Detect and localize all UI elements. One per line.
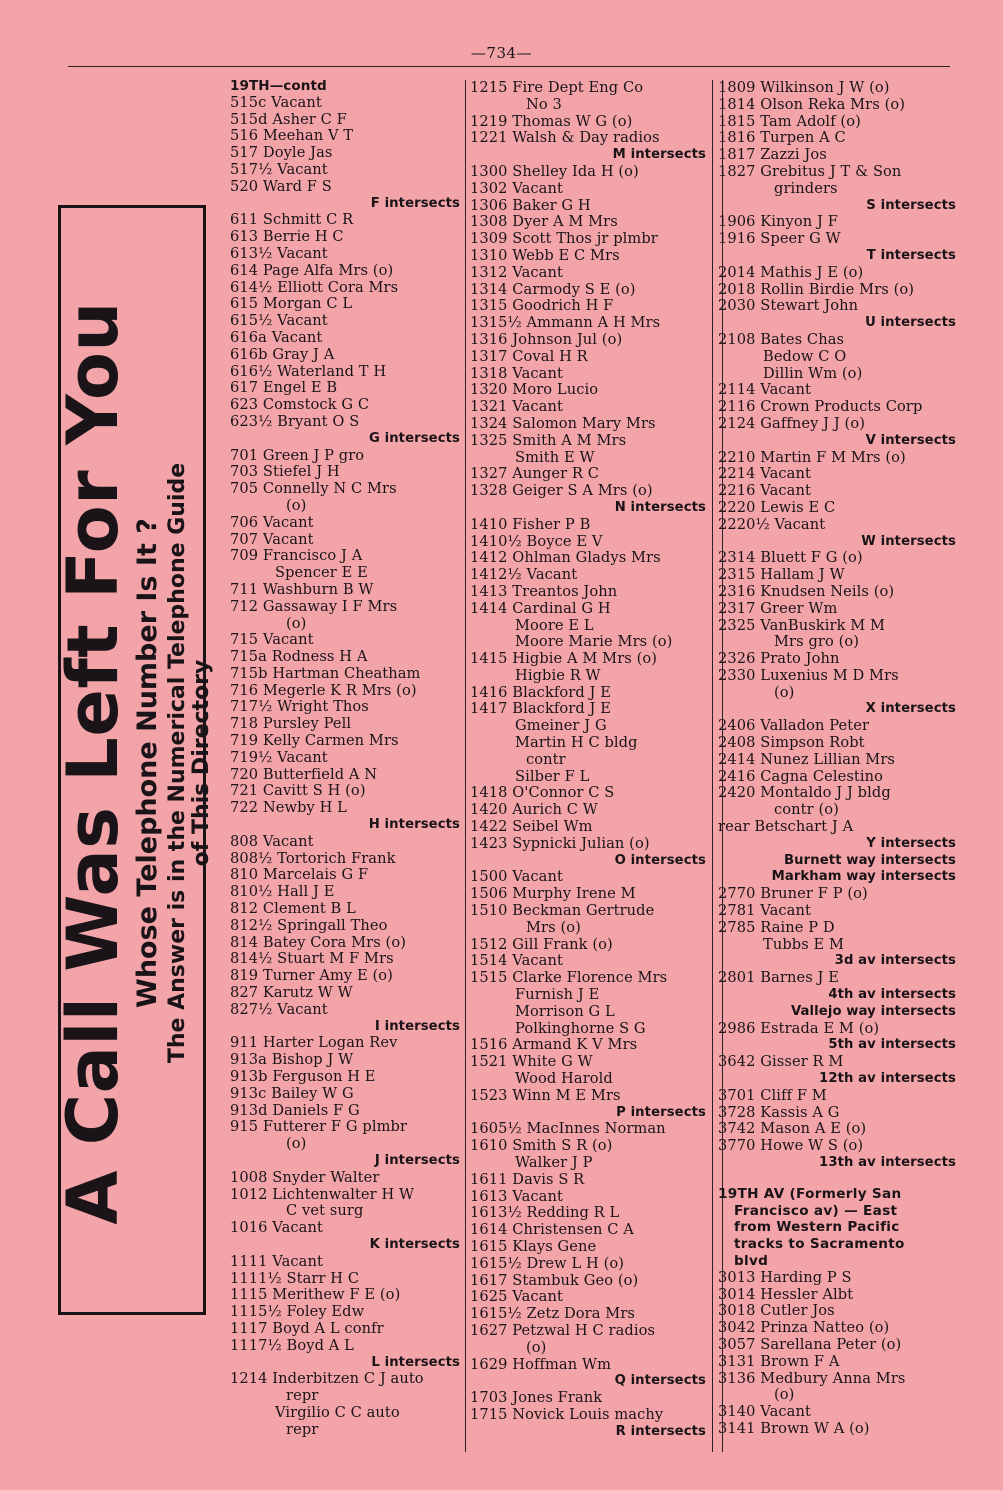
listing-entry: 2408 Simpson Robt: [718, 734, 865, 752]
listing-entry: 3140 Vacant: [718, 1403, 811, 1421]
listing-entry: 722 Newby H L: [230, 799, 347, 817]
directory-column-3: [718, 80, 958, 1438]
listing-continuation: Mrs gro (o): [774, 633, 860, 651]
listing-entry: 1410½ Boyce E V: [470, 532, 603, 550]
listing-entry: 1420 Aurich C W: [470, 801, 598, 819]
street-heading: blvd: [734, 1252, 769, 1269]
listing-entry: 706 Vacant: [230, 513, 314, 531]
listing-subentry: Higbie R W: [515, 666, 601, 684]
listing-entry: 1117½ Boyd A L: [230, 1336, 354, 1354]
listing-subentry: Gmeiner J G: [515, 717, 607, 735]
listing-entry: 808 Vacant: [230, 832, 314, 850]
listing-continuation: (o): [286, 614, 307, 632]
listing-entry: 520 Ward F S: [230, 177, 332, 195]
listing-entry: 915 Futterer F G plmbr: [230, 1118, 408, 1136]
intersection-label: 12th av intersects: [819, 1071, 956, 1087]
listing-entry: 614 Page Alfa Mrs (o): [230, 261, 394, 279]
listing-entry: 1412½ Vacant: [470, 566, 578, 584]
intersection-label: R intersects: [615, 1423, 706, 1439]
listing-entry: 1306 Baker G H: [470, 196, 591, 214]
listing-entry: 1310 Webb E C Mrs: [470, 246, 620, 264]
listing-entry: 2014 Mathis J E (o): [718, 263, 864, 281]
street-heading: from Western Pacific: [734, 1219, 900, 1236]
intersection-label: M intersects: [612, 147, 706, 163]
listing-continuation: repr: [286, 1420, 319, 1438]
listing-entry: 812 Clement B L: [230, 900, 356, 918]
listing-subentry: Wood Harold: [515, 1070, 613, 1088]
listing-entry: rear Betschart J A: [718, 818, 854, 836]
listing-entry: 2316 Knudsen Neils (o): [718, 582, 895, 600]
intersection-label: X intersects: [865, 701, 956, 717]
listing-entry: 3131 Brown F A: [718, 1352, 840, 1370]
listing-entry: 1317 Coval H R: [470, 347, 588, 365]
listing-entry: 1412 Ohlman Gladys Mrs: [470, 549, 661, 567]
listing-entry: 1617 Stambuk Geo (o): [470, 1271, 639, 1289]
listing-entry: 1328 Geiger S A Mrs (o): [470, 482, 653, 500]
listing-entry: 616½ Waterland T H: [230, 362, 387, 380]
listing-entry: 2315 Hallam J W: [718, 566, 845, 584]
listing-entry: 814½ Stuart M F Mrs: [230, 950, 394, 968]
listing-entry: 1615½ Zetz Dora Mrs: [470, 1305, 636, 1323]
listing-entry: 719½ Vacant: [230, 748, 328, 766]
listing-continuation: (o): [286, 496, 307, 514]
listing-entry: 1219 Thomas W G (o): [470, 112, 633, 130]
listing-continuation: No 3: [526, 95, 562, 113]
listing-entry: 2770 Bruner F P (o): [718, 885, 868, 903]
listing-entry: 1814 Olson Reka Mrs (o): [718, 95, 906, 113]
listing-entry: 2116 Crown Products Corp: [718, 398, 923, 416]
intersection-label: H intersects: [368, 817, 460, 833]
listing-entry: 1115 Merithew F E (o): [230, 1286, 401, 1304]
listing-entry: 615½ Vacant: [230, 312, 328, 330]
listing-entry: 2986 Estrada E M (o): [718, 1019, 880, 1037]
listing-entry: 1514 Vacant: [470, 952, 563, 970]
listing-entry: 719 Kelly Carmen Mrs: [230, 732, 399, 750]
listing-entry: 1611 Davis S R: [470, 1170, 585, 1188]
listing-entry: 517½ Vacant: [230, 160, 328, 178]
listing-entry: 1315 Goodrich H F: [470, 297, 614, 315]
listing-continuation: (o): [526, 1338, 547, 1356]
page-number: —734—: [470, 44, 533, 62]
listing-entry: 1308 Dyer A M Mrs: [470, 213, 618, 231]
listing-entry: 616a Vacant: [230, 328, 323, 346]
listing-entry: 808½ Tortorich Frank: [230, 849, 396, 867]
listing-entry: 1715 Novick Louis machy: [470, 1405, 664, 1423]
listing-entry: 2030 Stewart John: [718, 297, 859, 315]
directory-column-2: [470, 80, 708, 1441]
listing-entry: 913c Bailey W G: [230, 1084, 354, 1102]
listing-entry: 2330 Luxenius M D Mrs: [718, 666, 899, 684]
listing-entry: 1321 Vacant: [470, 398, 563, 416]
listing-continuation: contr (o): [774, 801, 839, 819]
listing-entry: 1817 Zazzi Jos: [718, 146, 827, 164]
listing-entry: 1510 Beckman Gertrude: [470, 902, 655, 920]
listing-subentry: Tubbs E M: [763, 935, 845, 953]
listing-entry: 515d Asher C F: [230, 110, 347, 128]
listing-entry: 2214 Vacant: [718, 465, 811, 483]
listing-entry: 711 Washburn B W: [230, 580, 374, 598]
listing-entry: 705 Connelly N C Mrs: [230, 480, 397, 498]
listing-continuation: Mrs (o): [526, 918, 581, 936]
listing-entry: 2406 Valladon Peter: [718, 717, 870, 735]
column-divider-1: [465, 80, 466, 1452]
listing-entry: 827½ Vacant: [230, 1000, 328, 1018]
ad-answer-line-2: of This Directory: [188, 659, 214, 867]
intersection-label: L intersects: [371, 1354, 460, 1370]
listing-entry: 1413 Treantos John: [470, 582, 618, 600]
listing-entry: 1423 Sypnicki Julian (o): [470, 834, 650, 852]
intersection-label: I intersects: [374, 1018, 460, 1034]
listing-entry: 1320 Moro Lucio: [470, 381, 599, 399]
listing-subentry: Furnish J E: [515, 986, 600, 1004]
listing-subentry: Morrison G L: [515, 1002, 615, 1020]
listing-subentry: Moore E L: [515, 616, 594, 634]
listing-entry: 615 Morgan C L: [230, 295, 353, 313]
listing-continuation: (o): [774, 683, 795, 701]
listing-entry: 1418 O'Connor C S: [470, 784, 615, 802]
listing-entry: 814 Batey Cora Mrs (o): [230, 933, 406, 951]
listing-subentry: Polkinghorne S G: [515, 1019, 646, 1037]
listing-entry: 715b Hartman Cheatham: [230, 664, 421, 682]
listing-entry: 2124 Gaffney J J (o): [718, 414, 866, 432]
intersection-label: Q intersects: [614, 1373, 706, 1389]
listing-entry: 703 Stiefel J H: [230, 463, 340, 481]
listing-entry: 617 Engel E B: [230, 379, 338, 397]
listing-entry: 1809 Wilkinson J W (o): [718, 79, 890, 96]
listing-entry: 1309 Scott Thos jr plmbr: [470, 230, 658, 248]
listing-entry: 3018 Cutler Jos: [718, 1302, 835, 1320]
intersection-label: F intersects: [370, 195, 460, 211]
intersection-label: Y intersects: [866, 835, 956, 851]
intersection-label: 5th av intersects: [828, 1037, 956, 1053]
intersection-label: N intersects: [614, 499, 706, 515]
listing-entry: 1516 Armand K V Mrs: [470, 1036, 638, 1054]
listing-entry: 1916 Speer G W: [718, 230, 841, 248]
listing-entry: 616b Gray J A: [230, 345, 335, 363]
listing-entry: 1521 White G W: [470, 1053, 593, 1071]
listing-entry: 1816 Turpen A C: [718, 129, 846, 147]
listing-entry: 1327 Aunger R C: [470, 465, 600, 483]
listing-entry: 717½ Wright Thos: [230, 698, 369, 716]
column-divider-2: [712, 80, 713, 1452]
listing-entry: 2416 Cagna Celestino: [718, 767, 884, 785]
listing-entry: 1414 Cardinal G H: [470, 599, 611, 617]
intersection-label: W intersects: [861, 533, 956, 549]
ad-subheadline: Whose Telephone Number Is It ?: [131, 518, 163, 1008]
listing-entry: 1315½ Ammann A H Mrs: [470, 314, 661, 332]
listing-entry: 3141 Brown W A (o): [718, 1419, 870, 1437]
intersection-label: Vallejo way intersects: [790, 1003, 956, 1019]
listing-entry: 2220½ Vacant: [718, 515, 826, 533]
listing-entry: 3742 Mason A E (o): [718, 1120, 867, 1138]
listing-entry: 1410 Fisher P B: [470, 515, 591, 533]
listing-entry: 3728 Kassis A G: [718, 1103, 840, 1121]
listing-entry: 716 Megerle K R Mrs (o): [230, 681, 417, 699]
listing-entry: 611 Schmitt C R: [230, 211, 354, 229]
listing-entry: 1610 Smith S R (o): [470, 1137, 613, 1155]
intersection-label: 13th av intersects: [819, 1155, 956, 1170]
intersection-label: V intersects: [865, 432, 956, 448]
listing-entry: 1506 Murphy Irene M: [470, 885, 636, 903]
listing-entry: 1614 Christensen C A: [470, 1221, 634, 1239]
listing-entry: 1312 Vacant: [470, 263, 563, 281]
listing-entry: 1221 Walsh & Day radios: [470, 129, 660, 147]
listing-entry: 2108 Bates Chas: [718, 330, 845, 348]
listing-entry: 810½ Hall J E: [230, 883, 335, 901]
listing-entry: 1613 Vacant: [470, 1187, 563, 1205]
listing-entry: 2801 Barnes J E: [718, 969, 839, 987]
listing-entry: 2414 Nunez Lillian Mrs: [718, 750, 896, 768]
listing-entry: 1512 Gill Frank (o): [470, 935, 613, 953]
listing-entry: 1523 Winn M E Mrs: [470, 1086, 621, 1104]
listing-entry: 1008 Snyder Walter: [230, 1168, 380, 1186]
listing-entry: 1615 Klays Gene: [470, 1237, 597, 1255]
listing-entry: 1415 Higbie A M Mrs (o): [470, 650, 658, 668]
directory-column-1: [230, 78, 462, 1439]
listing-entry: 1115½ Foley Edw: [230, 1303, 365, 1321]
listing-subentry: Walker J P: [515, 1154, 593, 1171]
listing-entry: 3013 Harding P S: [718, 1268, 852, 1286]
listing-entry: 2420 Montaldo J J bldg: [718, 784, 891, 802]
listing-continuation: (o): [774, 1386, 795, 1404]
listing-subentry: Bedow C O: [763, 347, 847, 365]
section-header: 19TH—contd: [230, 78, 327, 94]
listing-entry: 3136 Medbury Anna Mrs: [718, 1369, 906, 1387]
listing-entry: 1815 Tam Adolf (o): [718, 112, 861, 130]
intersection-label: O intersects: [614, 852, 706, 868]
listing-entry: 1625 Vacant: [470, 1288, 563, 1306]
advertisement-text: [51, 208, 214, 1318]
listing-entry: 1318 Vacant: [470, 364, 563, 382]
listing-entry: 3642 Gisser R M: [718, 1053, 844, 1071]
listing-entry: 2317 Greer Wm: [718, 599, 838, 617]
intersection-label: K intersects: [369, 1236, 460, 1252]
listing-entry: 709 Francisco J A: [230, 547, 363, 565]
listing-entry: 1111½ Starr H C: [230, 1269, 360, 1287]
listing-entry: 1613½ Redding R L: [470, 1204, 620, 1222]
listing-entry: 2325 VanBuskirk M M: [718, 616, 886, 634]
listing-entry: 1615½ Drew L H (o): [470, 1254, 625, 1272]
listing-entry: 623½ Bryant O S: [230, 412, 360, 430]
listing-entry: 1605½ MacInnes Norman: [470, 1120, 666, 1138]
listing-entry: 1314 Carmody S E (o): [470, 280, 636, 298]
listing-entry: 1703 Jones Frank: [470, 1389, 603, 1407]
listing-entry: 913b Ferguson H E: [230, 1068, 376, 1086]
listing-continuation: repr: [286, 1387, 319, 1405]
spacer: [718, 1172, 958, 1186]
listing-entry: 720 Butterfield A N: [230, 765, 378, 783]
street-heading: tracks to Sacramento: [734, 1236, 905, 1253]
listing-entry: 613½ Vacant: [230, 244, 328, 262]
street-heading: 19TH AV (Formerly San: [718, 1185, 902, 1202]
ad-headline: A Call Was Left For You: [51, 301, 134, 1225]
listing-entry: 1827 Grebitus J T & Son: [718, 162, 902, 180]
intersection-label: T intersects: [866, 247, 956, 263]
listing-entry: 1214 Inderbitzen C J auto: [230, 1370, 424, 1388]
listing-entry: 3057 Sarellana Peter (o): [718, 1335, 902, 1353]
listing-continuation: contr: [526, 750, 566, 768]
listing-entry: 1416 Blackford J E: [470, 683, 611, 701]
listing-entry: 3770 Howe W S (o): [718, 1137, 864, 1155]
listing-entry: 819 Turner Amy E (o): [230, 967, 393, 985]
street-heading: Francisco av) — East: [734, 1202, 898, 1219]
listing-entry: 614½ Elliott Cora Mrs: [230, 278, 399, 296]
listing-entry: 715a Rodness H A: [230, 648, 368, 666]
listing-entry: 911 Harter Logan Rev: [230, 1034, 398, 1052]
listing-entry: 1012 Lichtenwalter H W: [230, 1185, 415, 1203]
listing-subentry: Dillin Wm (o): [763, 364, 863, 382]
listing-entry: 721 Cavitt S H (o): [230, 782, 366, 800]
listing-entry: 3014 Hessler Albt: [718, 1285, 854, 1303]
listing-entry: 810 Marcelais G F: [230, 866, 369, 884]
intersection-label: 4th av intersects: [828, 987, 956, 1003]
listing-entry: 2314 Bluett F G (o): [718, 549, 863, 567]
listing-entry: 1316 Johnson Jul (o): [470, 330, 623, 348]
listing-entry: 2785 Raine P D: [718, 918, 835, 936]
listing-entry: 827 Karutz W W: [230, 984, 353, 1002]
listing-entry: 613 Berrie H C: [230, 228, 344, 246]
listing-entry: 707 Vacant: [230, 530, 314, 548]
listing-subentry: Spencer E E: [275, 564, 368, 582]
listing-entry: 1325 Smith A M Mrs: [470, 431, 627, 449]
listing-continuation: grinders: [774, 179, 838, 197]
listing-entry: 1215 Fire Dept Eng Co: [470, 79, 644, 96]
listing-continuation: (o): [286, 1135, 307, 1153]
listing-entry: 1417 Blackford J E: [470, 700, 611, 718]
intersection-label: Burnett way intersects: [784, 852, 956, 868]
listing-entry: 712 Gassaway I F Mrs: [230, 597, 398, 615]
listing-entry: 701 Green J P gro: [230, 446, 365, 464]
ad-answer-line: The Answer is in the Numerical Telephone Guide: [164, 462, 190, 1064]
listing-entry: 1422 Seibel Wm: [470, 818, 593, 836]
listing-entry: 2781 Vacant: [718, 902, 811, 920]
listing-entry: 1500 Vacant: [470, 868, 563, 886]
listing-entry: 623 Comstock G C: [230, 396, 370, 414]
listing-entry: 3701 Cliff F M: [718, 1086, 827, 1104]
listing-entry: 1111 Vacant: [230, 1252, 323, 1270]
listing-entry: 1302 Vacant: [470, 179, 563, 197]
listing-subentry: Virgilio C C auto: [275, 1403, 400, 1421]
listing-subentry: Martin H C bldg: [515, 734, 638, 752]
listing-entry: 2210 Martin F M Mrs (o): [718, 448, 906, 466]
listing-entry: 1117 Boyd A L confr: [230, 1319, 384, 1337]
intersection-label: Markham way intersects: [771, 869, 956, 885]
intersection-label: J intersects: [374, 1153, 460, 1168]
listing-entry: 2114 Vacant: [718, 381, 811, 399]
listing-entry: 3042 Prinza Natteo (o): [718, 1319, 890, 1337]
listing-entry: 812½ Springall Theo: [230, 916, 388, 934]
listing-entry: 1629 Hoffman Wm: [470, 1355, 612, 1373]
listing-subentry: Silber F L: [515, 767, 590, 785]
listing-entry: 2326 Prato John: [718, 650, 840, 668]
listing-entry: 913a Bishop J W: [230, 1051, 354, 1069]
listing-continuation: C vet surg: [286, 1202, 364, 1220]
intersection-label: 3d av intersects: [834, 953, 956, 969]
listing-entry: 1515 Clarke Florence Mrs: [470, 969, 668, 987]
listing-subentry: Moore Marie Mrs (o): [515, 633, 673, 651]
listing-entry: 2216 Vacant: [718, 482, 811, 500]
listing-entry: 1300 Shelley Ida H (o): [470, 162, 639, 180]
advertisement-box: [51, 205, 214, 1315]
listing-entry: 2220 Lewis E C: [718, 498, 836, 516]
listing-entry: 718 Pursley Pell: [230, 715, 352, 733]
listing-entry: 516 Meehan V T: [230, 127, 354, 145]
intersection-label: S intersects: [866, 197, 956, 213]
intersection-label: G intersects: [368, 430, 460, 446]
listing-entry: 913d Daniels F G: [230, 1101, 360, 1119]
listing-entry: 517 Doyle Jas: [230, 144, 333, 162]
listing-entry: 1906 Kinyon J F: [718, 213, 838, 231]
listing-entry: 715 Vacant: [230, 631, 314, 649]
top-rule: [68, 66, 950, 67]
intersection-label: U intersects: [865, 315, 956, 331]
listing-subentry: Smith E W: [515, 448, 595, 466]
listing-entry: 1324 Salomon Mary Mrs: [470, 414, 656, 432]
intersection-label: P intersects: [616, 1104, 706, 1120]
listing-entry: 1627 Petzwal H C radios: [470, 1321, 656, 1339]
listing-entry: 2018 Rollin Birdie Mrs (o): [718, 280, 915, 298]
listing-entry: 1016 Vacant: [230, 1219, 323, 1237]
listing-entry: 515c Vacant: [230, 93, 322, 111]
